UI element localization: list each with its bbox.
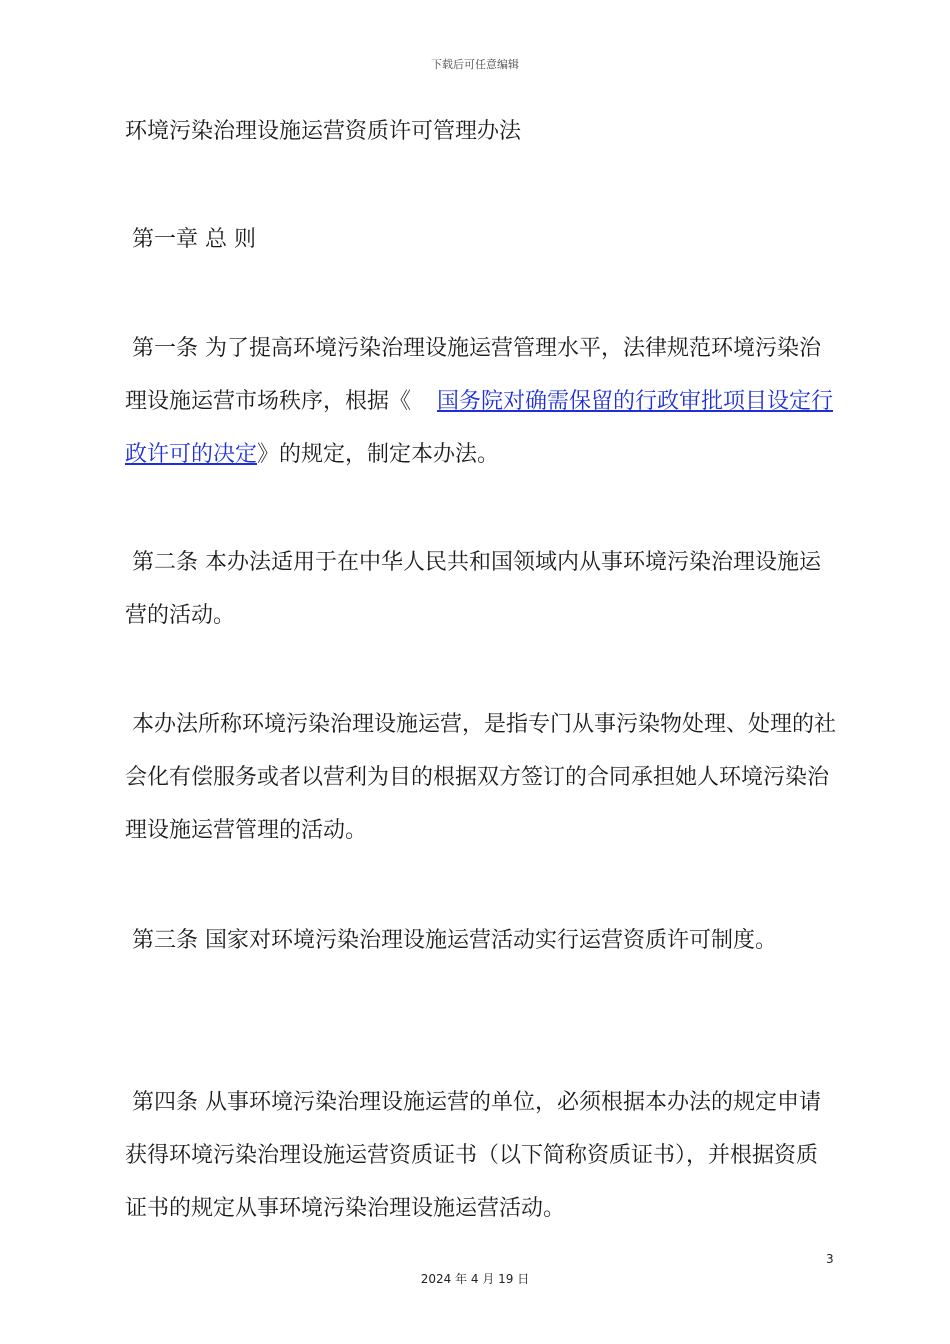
article-4-text: 第四条 从事环境污染治理设施运营的单位，必须根据本办法的规定申请获得环境污染治理设施运营资质证书（以下简称资质证书），并根据资质证书的规定从事环境污染治理设施运营活动。 xyxy=(125,1090,821,1221)
chapter-heading xyxy=(125,213,837,266)
law-reference-link[interactable]: 国务院对确需保留的行政审批项目设定行政许可的决定 xyxy=(125,389,834,467)
article-1-text-after: 》的规定，制定本办法。 xyxy=(257,442,500,467)
page-number: 3 xyxy=(826,1252,834,1266)
chapter-heading-text: 第一章 总 则 xyxy=(132,227,256,252)
article-3-text: 第三条 国家对环境污染治理设施运营活动实行运营资质许可制度。 xyxy=(132,928,777,953)
article-4 xyxy=(125,1076,837,1235)
article-1 xyxy=(125,322,837,481)
article-2 xyxy=(125,536,837,642)
article-2-definition xyxy=(125,698,837,857)
article-2-definition-text: 本办法所称环境污染治理设施运营，是指专门从事污染物处理、处理的社会化有偿服务或者以营利为目的根据双方签订的合同承担她人环境污染治理设施运营管理的活动。 xyxy=(125,712,837,843)
header-note: 下载后可任意编辑 xyxy=(431,58,519,71)
article-2-text: 第二条 本办法适用于在中华人民共和国领域内从事环境污染治理设施运营的活动。 xyxy=(125,550,821,628)
footer-date: 2024 年 4 月 19 日 xyxy=(420,1272,530,1286)
article-3 xyxy=(125,914,837,967)
article-1-text-before: 第一条 为了提高环境污染治理设施运营管理水平，法律规范环境污染治理设施运营市场秩序，根据《 xyxy=(125,336,821,414)
document-title: 环境污染治理设施运营资质许可管理办法 xyxy=(125,119,522,144)
